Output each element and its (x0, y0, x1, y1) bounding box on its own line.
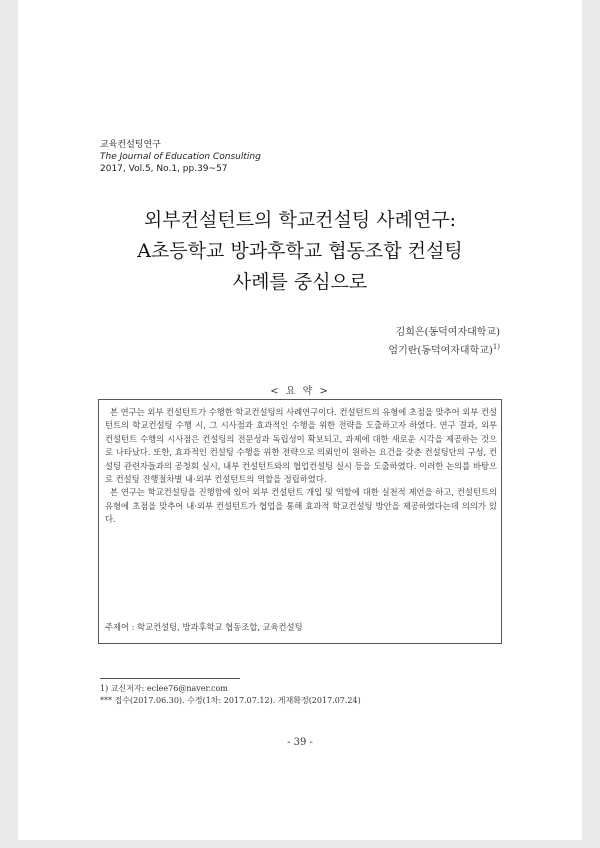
footnote-divider (100, 678, 240, 679)
author-1-name: 김희은(동덕여자대학교) (395, 327, 500, 338)
title-line-1: 외부컨설턴트의 학교컨설팅 사례연구: (143, 209, 457, 231)
page-number: - 39 - (287, 737, 313, 748)
title-line-3: 사례를 중심으로 (232, 271, 368, 293)
author-2-footnote-mark: 1) (492, 343, 500, 351)
abstract-box (98, 399, 502, 644)
footnotes (100, 683, 361, 707)
footnote-dates: *** 접수(2017.06.30). 수정(1차: 2017.07.12). 게재확정(2017.07.24) (100, 696, 361, 705)
author-2-name: 엄기란(동덕여자대학교) (388, 345, 493, 357)
journal-name-english: The Journal of Education Consulting (100, 152, 261, 162)
author-2 (388, 340, 500, 358)
title-line-2: A초등학교 방과후학교 협동조합 컨설팅 (137, 240, 463, 262)
page-margin-right (582, 0, 600, 848)
author-list (388, 325, 500, 358)
author-1 (388, 325, 500, 340)
footnote-corresponding-author: 1) 교신저자: eclee76@naver.com (100, 684, 228, 693)
keywords: 주제어 : 학교컨설팅, 방과후학교 협동조합, 교육컨설팅 (105, 622, 303, 632)
journal-issue: 2017, Vol.5, No.1, pp.39~57 (100, 164, 228, 174)
journal-header (100, 139, 261, 175)
journal-name-korean: 교육컨설팅연구 (100, 140, 161, 150)
abstract-paragraph-2: 본 연구는 학교컨설팅을 진행함에 있어 외부 컨설턴트 개입 및 역할에 대한 실천적 제언을 하고, 컨설턴트의 유형에 초점을 맞추어 내·외부 컨설턴트가 협업을 통해 효과적 학교컨설팅 방안을 제공하였다는데 의의가 있다. (105, 487, 497, 525)
page-margin-bottom (0, 840, 600, 848)
paper-title (0, 205, 600, 298)
page-margin-left (0, 0, 18, 848)
abstract-paragraph-1: 본 연구는 외부 컨설턴트가 수행한 학교컨설팅의 사례연구이다. 컨설턴트의 유형에 초점을 맞추어 외부 컨설턴트의 학교컨설팅 수행 시, 그 시사점과 효과적인 수행을 위한 전략을 도출하고자 하였다. 연구 결과, 외부 컨설턴트 수행의 시사점은 컨설팅의 전문성과 독립성이 확보되고, 과제에 대한 새로운 시각을 제공하는 것으로 나타났다. 또한, 효과적인 컨설팅 수행을 위한 전략으로 의뢰인이 원하는 요건을 갖춘 컨설팅단의 구성, 컨설팅 관련자들과의 공청회 실시, 내부 컨설턴트와의 협업컨설팅 실시 등을 도출하였다. 이러한 논의를 바탕으로 컨설팅 진행절차별 내·외부 컨설턴트의 역할을 정립하였다. (105, 407, 497, 485)
abstract-text (105, 406, 497, 527)
abstract-heading: < 요 약 > (270, 386, 330, 397)
